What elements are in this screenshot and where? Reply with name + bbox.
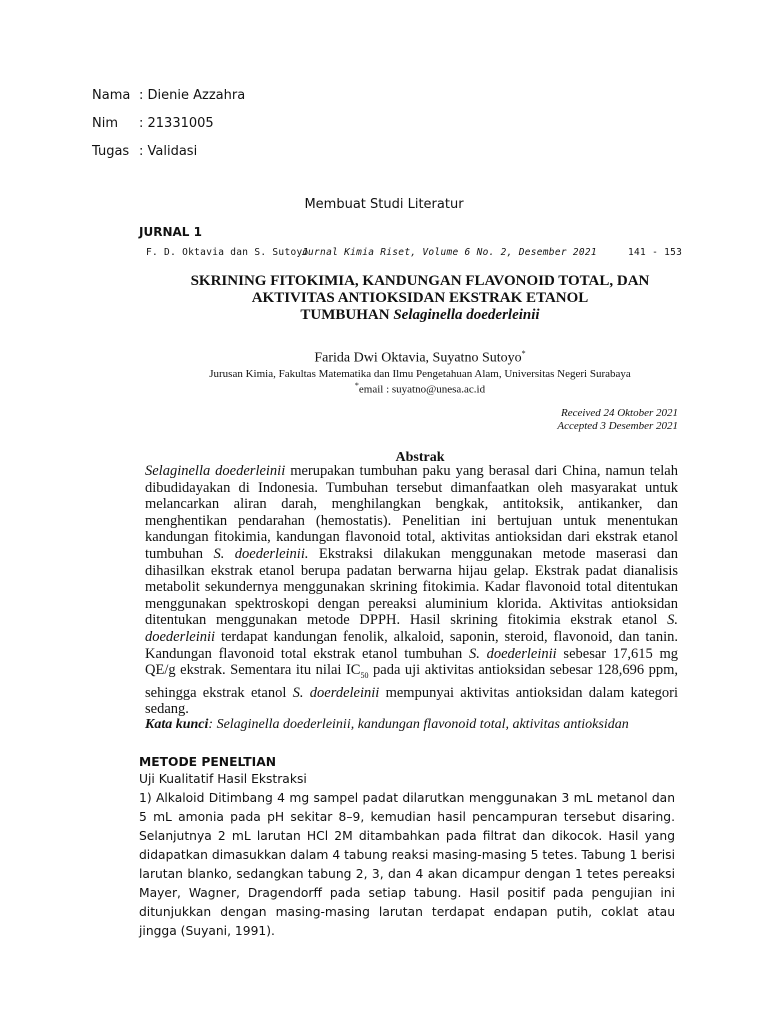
methods-subheading: Uji Kualitatif Hasil Ekstraksi [139, 772, 307, 786]
name-value: : Dienie Azzahra [139, 88, 246, 103]
journal-authors-short: F. D. Oktavia dan S. Sutoyo [146, 247, 309, 258]
keywords: Kata kunci: Selaginella doederleinii, kandungan flavonoid total, aktivitas antioksidan [145, 717, 629, 732]
journal-citation: Jurnal Kimia Riset, Volume 6 No. 2, Desember 2021 [302, 247, 597, 258]
methods-heading: METODE PENELTIAN [139, 755, 277, 769]
page-heading: Membuat Studi Literatur [304, 197, 464, 212]
journal-label: JURNAL 1 [139, 225, 202, 239]
methods-paragraph: 1) Alkaloid Ditimbang 4 mg sampel padat dilarutkan menggunakan 3 mL metanol dan 5 mL amonia pada pH sekitar 8–9, kemudian hasil pencampuran tersebut disaring. Selanjutnya 2 mL larutan HCl 2M ditambahkan pada filtrat dan dikocok. Hasil yang didapatkan dimasukkan dalam 4 tabung reaksi masing-masing 5 tetes. Tabung 1 berisi larutan blanko, sedangkan tabung 2, 3, dan 4 akan dicampur dengan 1 tetes pereaksi Mayer, Wagner, Dragendorff pada setiap tabung. Hasil positif pada pengujian ini ditunjukkan dengan masing-masing larutan terdapat endapan putih, coklat atau jingga (Suyani, 1991). [139, 791, 675, 938]
accepted-date: Accepted 3 Desember 2021 [557, 420, 678, 432]
nim-label: Nim [92, 116, 118, 131]
received-date: Received 24 Oktober 2021 [561, 407, 678, 419]
name-label: Nama [92, 88, 131, 103]
task-value: : Validasi [139, 144, 198, 159]
task-label: Tugas [92, 144, 130, 159]
abstract-title: Abstrak [395, 450, 445, 465]
journal-pages: 141 - 153 [628, 247, 683, 258]
nim-value: : 21331005 [139, 116, 214, 131]
paper-authors: Farida Dwi Oktavia, Suyatno Sutoyo* [314, 349, 526, 366]
abstract-text: Selaginella doederleinii merupakan tumbuhan paku yang berasal dari China, namun telah dibudidayakan di Indonesia. Tumbuhan tersebut dimanfaatkan oleh masyarakat untuk melancarkan aliran darah, menghilangkan bengkak, antitoksik, antikanker, dan menghentikan pendarahan (hemostatis). Penelitian ini bertujuan untuk menentukan kandungan fitokimia, kandungan flavonoid total, aktivitas antioksidan dari ekstrak etanol tumbuhan S. doederleinii. Ekstraksi dilakukan menggunakan metode maserasi dan dihasilkan ekstrak etanol berupa padatan berwarna hijau gelap. Ekstrak padat dianalisis metabolit sekundernya menggunakan skrining fitokimia. Kadar flavonoid total ditentukan menggunakan spektroskopi dengan pereaksi aluminium klorida. Aktivitas antioksidan ditentukan menggunakan metode DPPH. Hasil skrining fitokimia ekstrak etanol S. doederleinii terdapat kandungan fenolik, alkaloid, saponin, steroid, flavonoid, dan tanin. Kandungan flavonoid total ekstrak etanol tumbuhan S. doederleinii sebesar 17,615 mg QE/g ekstrak. Sementara itu nilai $IC_{50}$ pada uji aktivitas antioksidan sebesar 128,696 ppm, sehingga ekstrak etanol S. doerdeleinii mempunyai aktivitas antioksidan dalam kategori sedang. [145, 463, 679, 718]
paper-email: *email : suyatno@unesa.ac.id [354, 381, 486, 396]
paper-affiliation: Jurusan Kimia, Fakultas Matematika dan Ilmu Pengetahuan Alam, Universitas Negeri Surabaya [209, 368, 631, 380]
paper-title: SKRINING FITOKIMIA, KANDUNGAN FLAVONOID TOTAL, DAN AKTIVITAS ANTIOKSIDAN EKSTRAK ETANOL TUMBUHAN Selaginella doederleinii [190, 273, 650, 323]
